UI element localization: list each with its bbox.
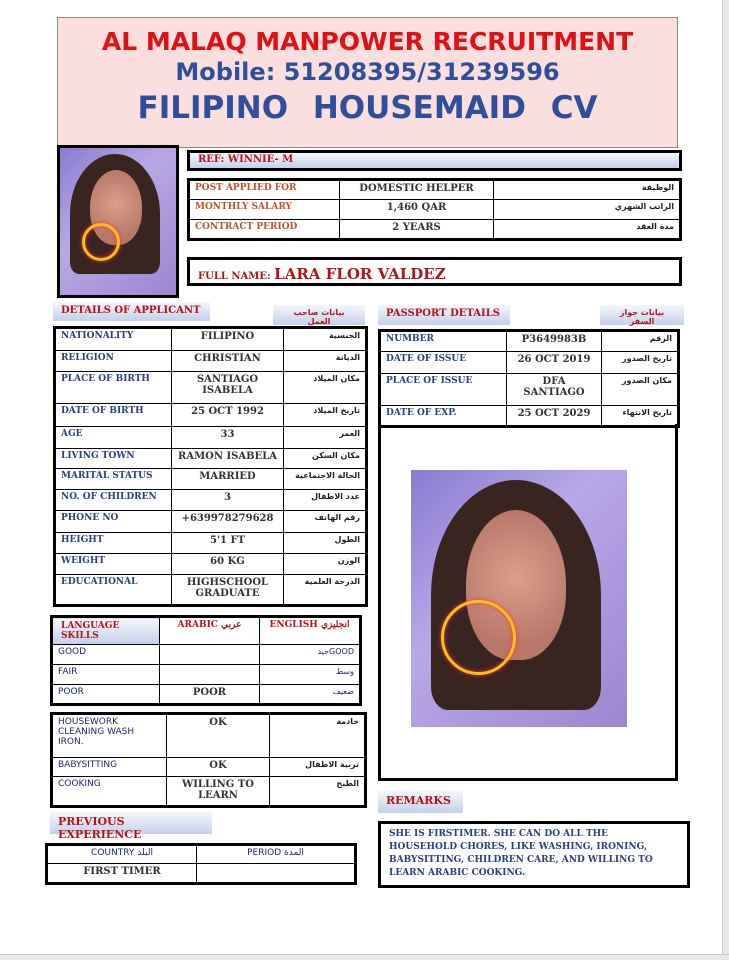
applicant-value: MARRIED xyxy=(172,469,284,490)
passport-value: 25 OCT 2029 xyxy=(507,406,602,427)
photo-frame xyxy=(378,424,678,781)
applicant-label: AGE xyxy=(55,427,172,449)
applicant-label: NATIONALITY xyxy=(55,328,172,351)
language-row xyxy=(52,645,361,665)
skill-label-ar: تربية الاطفال xyxy=(270,758,366,777)
language-arabic-header: ARABIC عربي xyxy=(160,617,260,645)
applicant-row xyxy=(55,328,367,351)
language-row xyxy=(52,665,361,685)
skill-row xyxy=(52,758,366,777)
skill-row xyxy=(52,714,366,758)
applicant-label-ar: الوزن xyxy=(284,554,367,575)
skill-label-ar: الطبخ xyxy=(270,777,366,807)
applicant-photo-large xyxy=(411,470,627,727)
post-value: 2 YEARS xyxy=(340,219,494,239)
applicant-row xyxy=(55,469,367,490)
applicant-section-title: DETAILS OF APPLICANT xyxy=(53,302,210,321)
post-label: CONTRACT PERIOD xyxy=(189,219,340,239)
post-table xyxy=(187,178,682,241)
ref-bar: REF: WINNIE- M xyxy=(187,150,682,171)
language-english-value: جيدGOOD xyxy=(260,645,361,665)
applicant-row xyxy=(55,575,367,606)
passport-table xyxy=(378,329,680,428)
applicant-row xyxy=(55,404,367,427)
applicant-label-ar: الطول xyxy=(284,533,367,554)
applicant-value: 33 xyxy=(172,427,284,449)
language-arabic-value xyxy=(160,665,260,685)
applicant-label: HEIGHT xyxy=(55,533,172,554)
post-label-ar: مدة العقد xyxy=(494,219,681,239)
remarks-box xyxy=(378,821,690,888)
cv-title: FILIPINO HOUSEMAID CV xyxy=(137,90,598,126)
passport-value: 26 OCT 2019 xyxy=(507,352,602,374)
experience-section-title: PREVIOUS EXPERIENCE xyxy=(50,812,212,834)
applicant-label-ar: مكان الميلاد xyxy=(284,372,367,404)
experience-country-header: COUNTRY البلد xyxy=(47,845,197,864)
experience-country: FIRST TIMER xyxy=(47,863,197,883)
applicant-value: HIGHSCHOOL GRADUATE xyxy=(172,575,284,606)
applicant-label: MARITAL STATUS xyxy=(55,469,172,490)
applicant-row xyxy=(55,351,367,372)
passport-row xyxy=(380,374,679,406)
experience-period-header: PERIOD المدة xyxy=(197,845,356,864)
skill-label: HOUSEWORK CLEANING WASH IRON. xyxy=(52,714,167,758)
applicant-label-ar: عدد الاطفال xyxy=(284,490,367,511)
remarks-title: REMARKS xyxy=(378,791,463,813)
language-title: LANGUAGE SKILLS xyxy=(52,617,160,645)
post-label: MONTHLY SALARY xyxy=(189,200,340,219)
post-label-ar: الوظيفة xyxy=(494,180,681,200)
passport-value: P3649983B xyxy=(507,331,602,352)
applicant-label-ar: مكان السكن xyxy=(284,449,367,469)
passport-label: PLACE OF ISSUE xyxy=(380,374,507,406)
page-bottom xyxy=(0,954,729,960)
language-english-value: ضعيف xyxy=(260,685,361,705)
applicant-label-ar: الجنسية xyxy=(284,328,367,351)
skill-value: OK xyxy=(167,758,270,777)
experience-table xyxy=(45,843,357,885)
applicant-label-ar: العمر xyxy=(284,427,367,449)
language-table xyxy=(50,615,362,706)
skill-value: OK xyxy=(167,714,270,758)
post-label: POST APPLIED FOR xyxy=(189,180,340,200)
language-level: GOOD xyxy=(52,645,160,665)
applicant-label-ar: تاريخ الميلاد xyxy=(284,404,367,427)
experience-row xyxy=(47,863,356,883)
applicant-value: 25 OCT 1992 xyxy=(172,404,284,427)
passport-row xyxy=(380,352,679,374)
passport-row xyxy=(380,331,679,352)
applicant-value: CHRISTIAN xyxy=(172,351,284,372)
experience-period xyxy=(197,863,356,883)
skill-value: WILLING TO LEARN xyxy=(167,777,270,807)
header-banner xyxy=(57,17,678,148)
passport-label: NUMBER xyxy=(380,331,507,352)
full-name-box xyxy=(187,257,682,286)
applicant-label-ar: الدرجة العلمية xyxy=(284,575,367,606)
applicant-row xyxy=(55,511,367,533)
applicant-label: NO. OF CHILDREN xyxy=(55,490,172,511)
applicant-label: EDUCATIONAL xyxy=(55,575,172,606)
full-name-value: LARA FLOR VALDEZ xyxy=(274,265,446,283)
language-level: POOR xyxy=(52,685,160,705)
passport-label-ar: الرقم xyxy=(602,331,679,352)
applicant-label: DATE OF BIRTH xyxy=(55,404,172,427)
passport-value: DFA SANTIAGO xyxy=(507,374,602,406)
applicant-label: PLACE OF BIRTH xyxy=(55,372,172,404)
applicant-value: 5'1 FT xyxy=(172,533,284,554)
remarks-text: SHE IS FIRSTIMER. SHE CAN DO ALL THE HOUSEHOLD CHORES, LIKE WASHING, IRONING, BABYSITTING, CHILDREN CARE, AND WILLING TO LEARN ARABIC COOKING. xyxy=(389,829,653,878)
language-level: FAIR xyxy=(52,665,160,685)
passport-label: DATE OF EXP. xyxy=(380,406,507,427)
post-value: DOMESTIC HELPER xyxy=(340,180,494,200)
applicant-row xyxy=(55,372,367,404)
post-value: 1,460 QAR xyxy=(340,200,494,219)
passport-label-ar: مكان الصدور xyxy=(602,374,679,406)
language-arabic-value xyxy=(160,645,260,665)
passport-label-ar: تاريخ الصدور xyxy=(602,352,679,374)
applicant-section-title-ar: بيانات صاحب العمل xyxy=(273,305,365,325)
applicant-value: 60 KG xyxy=(172,554,284,575)
applicant-value: RAMON ISABELA xyxy=(172,449,284,469)
skill-row xyxy=(52,777,366,807)
applicant-label-ar: الحالة الاجتماعية xyxy=(284,469,367,490)
full-name-label: FULL NAME: xyxy=(198,271,275,282)
post-row xyxy=(189,180,681,200)
passport-label-ar: تاريخ الانتهاء xyxy=(602,406,679,427)
applicant-row xyxy=(55,449,367,469)
applicant-label: PHONE NO xyxy=(55,511,172,533)
page-edge xyxy=(722,0,729,960)
applicant-row xyxy=(55,490,367,511)
applicant-label-ar: الديانة xyxy=(284,351,367,372)
passport-label: DATE OF ISSUE xyxy=(380,352,507,374)
post-row xyxy=(189,219,681,239)
mobile-number: Mobile: 51208395/31239596 xyxy=(175,58,560,86)
passport-section-title: PASSPORT DETAILS xyxy=(378,305,510,325)
applicant-photo-small xyxy=(57,145,179,298)
skills-table xyxy=(50,712,367,808)
passport-section-title-ar: بيانات جواز السفر xyxy=(600,305,684,325)
applicant-row xyxy=(55,554,367,575)
applicant-value: SANTIAGO ISABELA xyxy=(172,372,284,404)
applicant-table xyxy=(53,326,368,607)
skill-label: BABYSITTING xyxy=(52,758,167,777)
post-row xyxy=(189,200,681,219)
skill-label-ar: خادمة xyxy=(270,714,366,758)
skill-label: COOKING xyxy=(52,777,167,807)
language-english-header: ENGLISH انجليزي xyxy=(260,617,361,645)
applicant-value: +639978279628 xyxy=(172,511,284,533)
applicant-label: RELIGION xyxy=(55,351,172,372)
post-label-ar: الراتب الشهري xyxy=(494,200,681,219)
language-row xyxy=(52,685,361,705)
applicant-row xyxy=(55,533,367,554)
language-english-value: وسط xyxy=(260,665,361,685)
company-name: AL MALAQ MANPOWER RECRUITMENT xyxy=(101,27,634,56)
applicant-label: LIVING TOWN xyxy=(55,449,172,469)
applicant-row xyxy=(55,427,367,449)
applicant-value: FILIPINO xyxy=(172,328,284,351)
applicant-value: 3 xyxy=(172,490,284,511)
language-arabic-value: POOR xyxy=(160,685,260,705)
applicant-label: WEIGHT xyxy=(55,554,172,575)
applicant-label-ar: رقم الهاتف xyxy=(284,511,367,533)
